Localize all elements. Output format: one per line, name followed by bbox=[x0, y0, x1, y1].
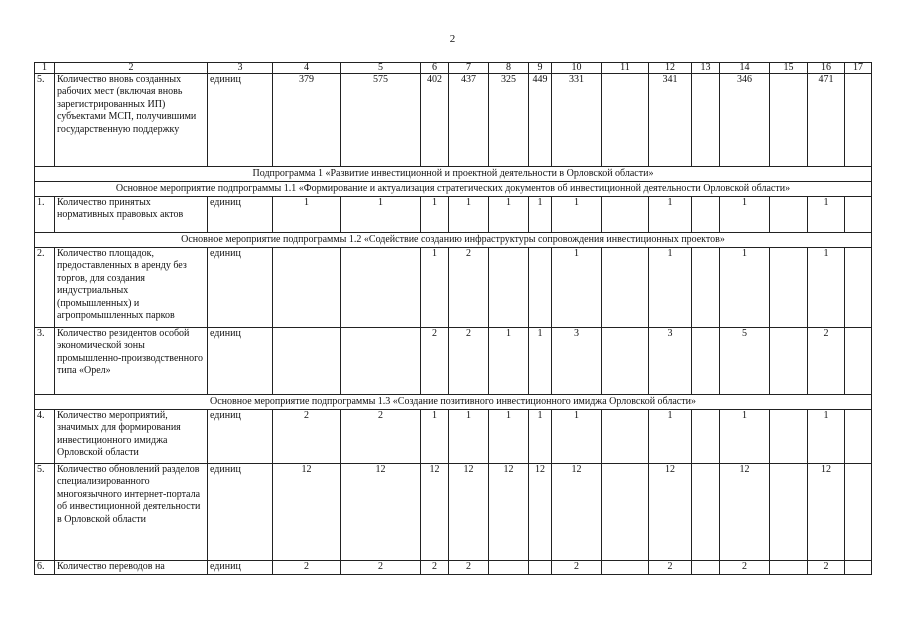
value-cell-col-12: 12 bbox=[649, 464, 692, 561]
value-cell-col-16: 12 bbox=[808, 464, 845, 561]
value-cell-col-5: 12 bbox=[341, 464, 421, 561]
value-cell-col-17 bbox=[845, 197, 872, 233]
row-number: 2. bbox=[35, 248, 55, 328]
column-header-10: 10 bbox=[552, 63, 602, 74]
value-cell-col-14: 1 bbox=[720, 197, 770, 233]
column-header-3: 3 bbox=[208, 63, 273, 74]
value-cell-col-10: 1 bbox=[552, 248, 602, 328]
value-cell-col-16: 471 bbox=[808, 74, 845, 167]
column-header-8: 8 bbox=[489, 63, 529, 74]
unit-of-measure: единиц bbox=[208, 328, 273, 395]
value-cell-col-16: 2 bbox=[808, 328, 845, 395]
value-cell-col-12: 3 bbox=[649, 328, 692, 395]
value-cell-col-15 bbox=[770, 248, 808, 328]
value-cell-col-17 bbox=[845, 74, 872, 167]
value-cell-col-5 bbox=[341, 248, 421, 328]
unit-of-measure: единиц bbox=[208, 74, 273, 167]
value-cell-col-12: 1 bbox=[649, 248, 692, 328]
value-cell-col-12: 2 bbox=[649, 561, 692, 575]
column-header-7: 7 bbox=[449, 63, 489, 74]
value-cell-col-6: 2 bbox=[421, 561, 449, 575]
value-cell-col-15 bbox=[770, 328, 808, 395]
value-cell-col-4 bbox=[273, 248, 341, 328]
column-header-15: 15 bbox=[770, 63, 808, 74]
value-cell-col-8 bbox=[489, 561, 529, 575]
value-cell-col-4: 1 bbox=[273, 197, 341, 233]
value-cell-col-4: 12 bbox=[273, 464, 341, 561]
section-heading-row bbox=[35, 233, 872, 248]
value-cell-col-6: 402 bbox=[421, 74, 449, 167]
unit-of-measure: единиц bbox=[208, 410, 273, 464]
value-cell-col-12: 1 bbox=[649, 197, 692, 233]
value-cell-col-11 bbox=[602, 561, 649, 575]
column-header-5: 5 bbox=[341, 63, 421, 74]
value-cell-col-11 bbox=[602, 248, 649, 328]
value-cell-col-5: 575 bbox=[341, 74, 421, 167]
value-cell-col-7: 12 bbox=[449, 464, 489, 561]
value-cell-col-11 bbox=[602, 74, 649, 167]
value-cell-col-15 bbox=[770, 74, 808, 167]
row-number: 3. bbox=[35, 328, 55, 395]
value-cell-col-17 bbox=[845, 464, 872, 561]
column-header-4: 4 bbox=[273, 63, 341, 74]
value-cell-col-14: 12 bbox=[720, 464, 770, 561]
value-cell-col-11 bbox=[602, 328, 649, 395]
column-header-row bbox=[35, 63, 872, 74]
value-cell-col-10: 3 bbox=[552, 328, 602, 395]
indicator-row bbox=[35, 328, 872, 395]
value-cell-col-11 bbox=[602, 464, 649, 561]
value-cell-col-13 bbox=[692, 248, 720, 328]
value-cell-col-5 bbox=[341, 328, 421, 395]
indicator-row bbox=[35, 74, 872, 167]
indicator-name: Количество переводов на bbox=[55, 561, 208, 575]
value-cell-col-9 bbox=[529, 561, 552, 575]
value-cell-col-14: 346 bbox=[720, 74, 770, 167]
unit-of-measure: единиц bbox=[208, 248, 273, 328]
value-cell-col-10: 2 bbox=[552, 561, 602, 575]
value-cell-col-6: 12 bbox=[421, 464, 449, 561]
value-cell-col-13 bbox=[692, 197, 720, 233]
value-cell-col-14: 2 bbox=[720, 561, 770, 575]
column-header-1: 1 bbox=[35, 63, 55, 74]
column-header-13: 13 bbox=[692, 63, 720, 74]
value-cell-col-13 bbox=[692, 561, 720, 575]
column-header-2: 2 bbox=[55, 63, 208, 74]
unit-of-measure: единиц bbox=[208, 561, 273, 575]
value-cell-col-9: 449 bbox=[529, 74, 552, 167]
indicator-row bbox=[35, 561, 872, 575]
value-cell-col-9: 1 bbox=[529, 197, 552, 233]
value-cell-col-15 bbox=[770, 561, 808, 575]
value-cell-col-10: 331 bbox=[552, 74, 602, 167]
value-cell-col-10: 12 bbox=[552, 464, 602, 561]
value-cell-col-5: 2 bbox=[341, 561, 421, 575]
value-cell-col-5: 2 bbox=[341, 410, 421, 464]
value-cell-col-4: 2 bbox=[273, 410, 341, 464]
value-cell-col-9: 1 bbox=[529, 410, 552, 464]
section-heading-row bbox=[35, 167, 872, 182]
section-heading: Основное мероприятие подпрограммы 1.1 «Формирование и актуализация стратегических документов об инвестиционной деятельности Орловской области» bbox=[35, 182, 872, 197]
row-number: 5. bbox=[35, 74, 55, 167]
value-cell-col-6: 1 bbox=[421, 410, 449, 464]
value-cell-col-14: 5 bbox=[720, 328, 770, 395]
value-cell-col-5: 1 bbox=[341, 197, 421, 233]
value-cell-col-11 bbox=[602, 410, 649, 464]
value-cell-col-8 bbox=[489, 248, 529, 328]
value-cell-col-13 bbox=[692, 328, 720, 395]
indicator-row bbox=[35, 248, 872, 328]
value-cell-col-17 bbox=[845, 328, 872, 395]
indicator-name: Количество обновлений разделов специализированного многоязычного интернет-портала об инвестиционной деятельности в Орловской области bbox=[55, 464, 208, 561]
value-cell-col-14: 1 bbox=[720, 410, 770, 464]
value-cell-col-7: 2 bbox=[449, 248, 489, 328]
value-cell-col-6: 2 bbox=[421, 328, 449, 395]
row-number: 4. bbox=[35, 410, 55, 464]
value-cell-col-13 bbox=[692, 464, 720, 561]
section-heading: Подпрограмма 1 «Развитие инвестиционной и проектной деятельности в Орловской области» bbox=[35, 167, 872, 182]
value-cell-col-6: 1 bbox=[421, 197, 449, 233]
value-cell-col-8: 1 bbox=[489, 197, 529, 233]
column-header-6: 6 bbox=[421, 63, 449, 74]
value-cell-col-16: 1 bbox=[808, 410, 845, 464]
indicator-row bbox=[35, 410, 872, 464]
value-cell-col-10: 1 bbox=[552, 197, 602, 233]
unit-of-measure: единиц bbox=[208, 464, 273, 561]
value-cell-col-8: 1 bbox=[489, 328, 529, 395]
value-cell-col-16: 2 bbox=[808, 561, 845, 575]
row-number: 6. bbox=[35, 561, 55, 575]
column-header-9: 9 bbox=[529, 63, 552, 74]
value-cell-col-7: 2 bbox=[449, 561, 489, 575]
value-cell-col-7: 2 bbox=[449, 328, 489, 395]
unit-of-measure: единиц bbox=[208, 197, 273, 233]
column-header-16: 16 bbox=[808, 63, 845, 74]
indicator-row bbox=[35, 464, 872, 561]
indicator-name: Количество резидентов особой экономической зоны промышленно-производственного типа «Орел» bbox=[55, 328, 208, 395]
section-heading-row bbox=[35, 182, 872, 197]
value-cell-col-16: 1 bbox=[808, 197, 845, 233]
value-cell-col-15 bbox=[770, 464, 808, 561]
value-cell-col-9 bbox=[529, 248, 552, 328]
section-heading: Основное мероприятие подпрограммы 1.2 «Содействие созданию инфраструктуры сопровождения инвестиционных проектов» bbox=[35, 233, 872, 248]
value-cell-col-8: 325 bbox=[489, 74, 529, 167]
value-cell-col-8: 1 bbox=[489, 410, 529, 464]
value-cell-col-11 bbox=[602, 197, 649, 233]
value-cell-col-7: 1 bbox=[449, 197, 489, 233]
value-cell-col-10: 1 bbox=[552, 410, 602, 464]
value-cell-col-12: 1 bbox=[649, 410, 692, 464]
column-header-12: 12 bbox=[649, 63, 692, 74]
indicator-name: Количество вновь созданных рабочих мест (включая вновь зарегистрированных ИП) субъектами МСП, получившими государственную поддержку bbox=[55, 74, 208, 167]
value-cell-col-13 bbox=[692, 74, 720, 167]
value-cell-col-9: 12 bbox=[529, 464, 552, 561]
column-header-11: 11 bbox=[602, 63, 649, 74]
value-cell-col-13 bbox=[692, 410, 720, 464]
value-cell-col-7: 1 bbox=[449, 410, 489, 464]
indicator-name: Количество площадок, предоставленных в аренду без торгов, для создания индустриальных (промышленных) и агропромышленных парков bbox=[55, 248, 208, 328]
value-cell-col-16: 1 bbox=[808, 248, 845, 328]
value-cell-col-4: 379 bbox=[273, 74, 341, 167]
section-heading-row bbox=[35, 395, 872, 410]
value-cell-col-4: 2 bbox=[273, 561, 341, 575]
column-header-17: 17 bbox=[845, 63, 872, 74]
value-cell-col-6: 1 bbox=[421, 248, 449, 328]
row-number: 5. bbox=[35, 464, 55, 561]
value-cell-col-7: 437 bbox=[449, 74, 489, 167]
value-cell-col-15 bbox=[770, 410, 808, 464]
indicator-name: Количество мероприятий, значимых для формирования инвестиционного имиджа Орловской области bbox=[55, 410, 208, 464]
section-heading: Основное мероприятие подпрограммы 1.3 «Создание позитивного инвестиционного имиджа Орловской области» bbox=[35, 395, 872, 410]
indicators-table bbox=[34, 62, 872, 575]
column-header-14: 14 bbox=[720, 63, 770, 74]
row-number: 1. bbox=[35, 197, 55, 233]
value-cell-col-9: 1 bbox=[529, 328, 552, 395]
value-cell-col-17 bbox=[845, 561, 872, 575]
page-number: 2 bbox=[449, 33, 456, 45]
value-cell-col-17 bbox=[845, 410, 872, 464]
indicator-name: Количество принятых нормативных правовых актов bbox=[55, 197, 208, 233]
value-cell-col-12: 341 bbox=[649, 74, 692, 167]
value-cell-col-15 bbox=[770, 197, 808, 233]
value-cell-col-17 bbox=[845, 248, 872, 328]
value-cell-col-4 bbox=[273, 328, 341, 395]
value-cell-col-8: 12 bbox=[489, 464, 529, 561]
value-cell-col-14: 1 bbox=[720, 248, 770, 328]
indicator-row bbox=[35, 197, 872, 233]
